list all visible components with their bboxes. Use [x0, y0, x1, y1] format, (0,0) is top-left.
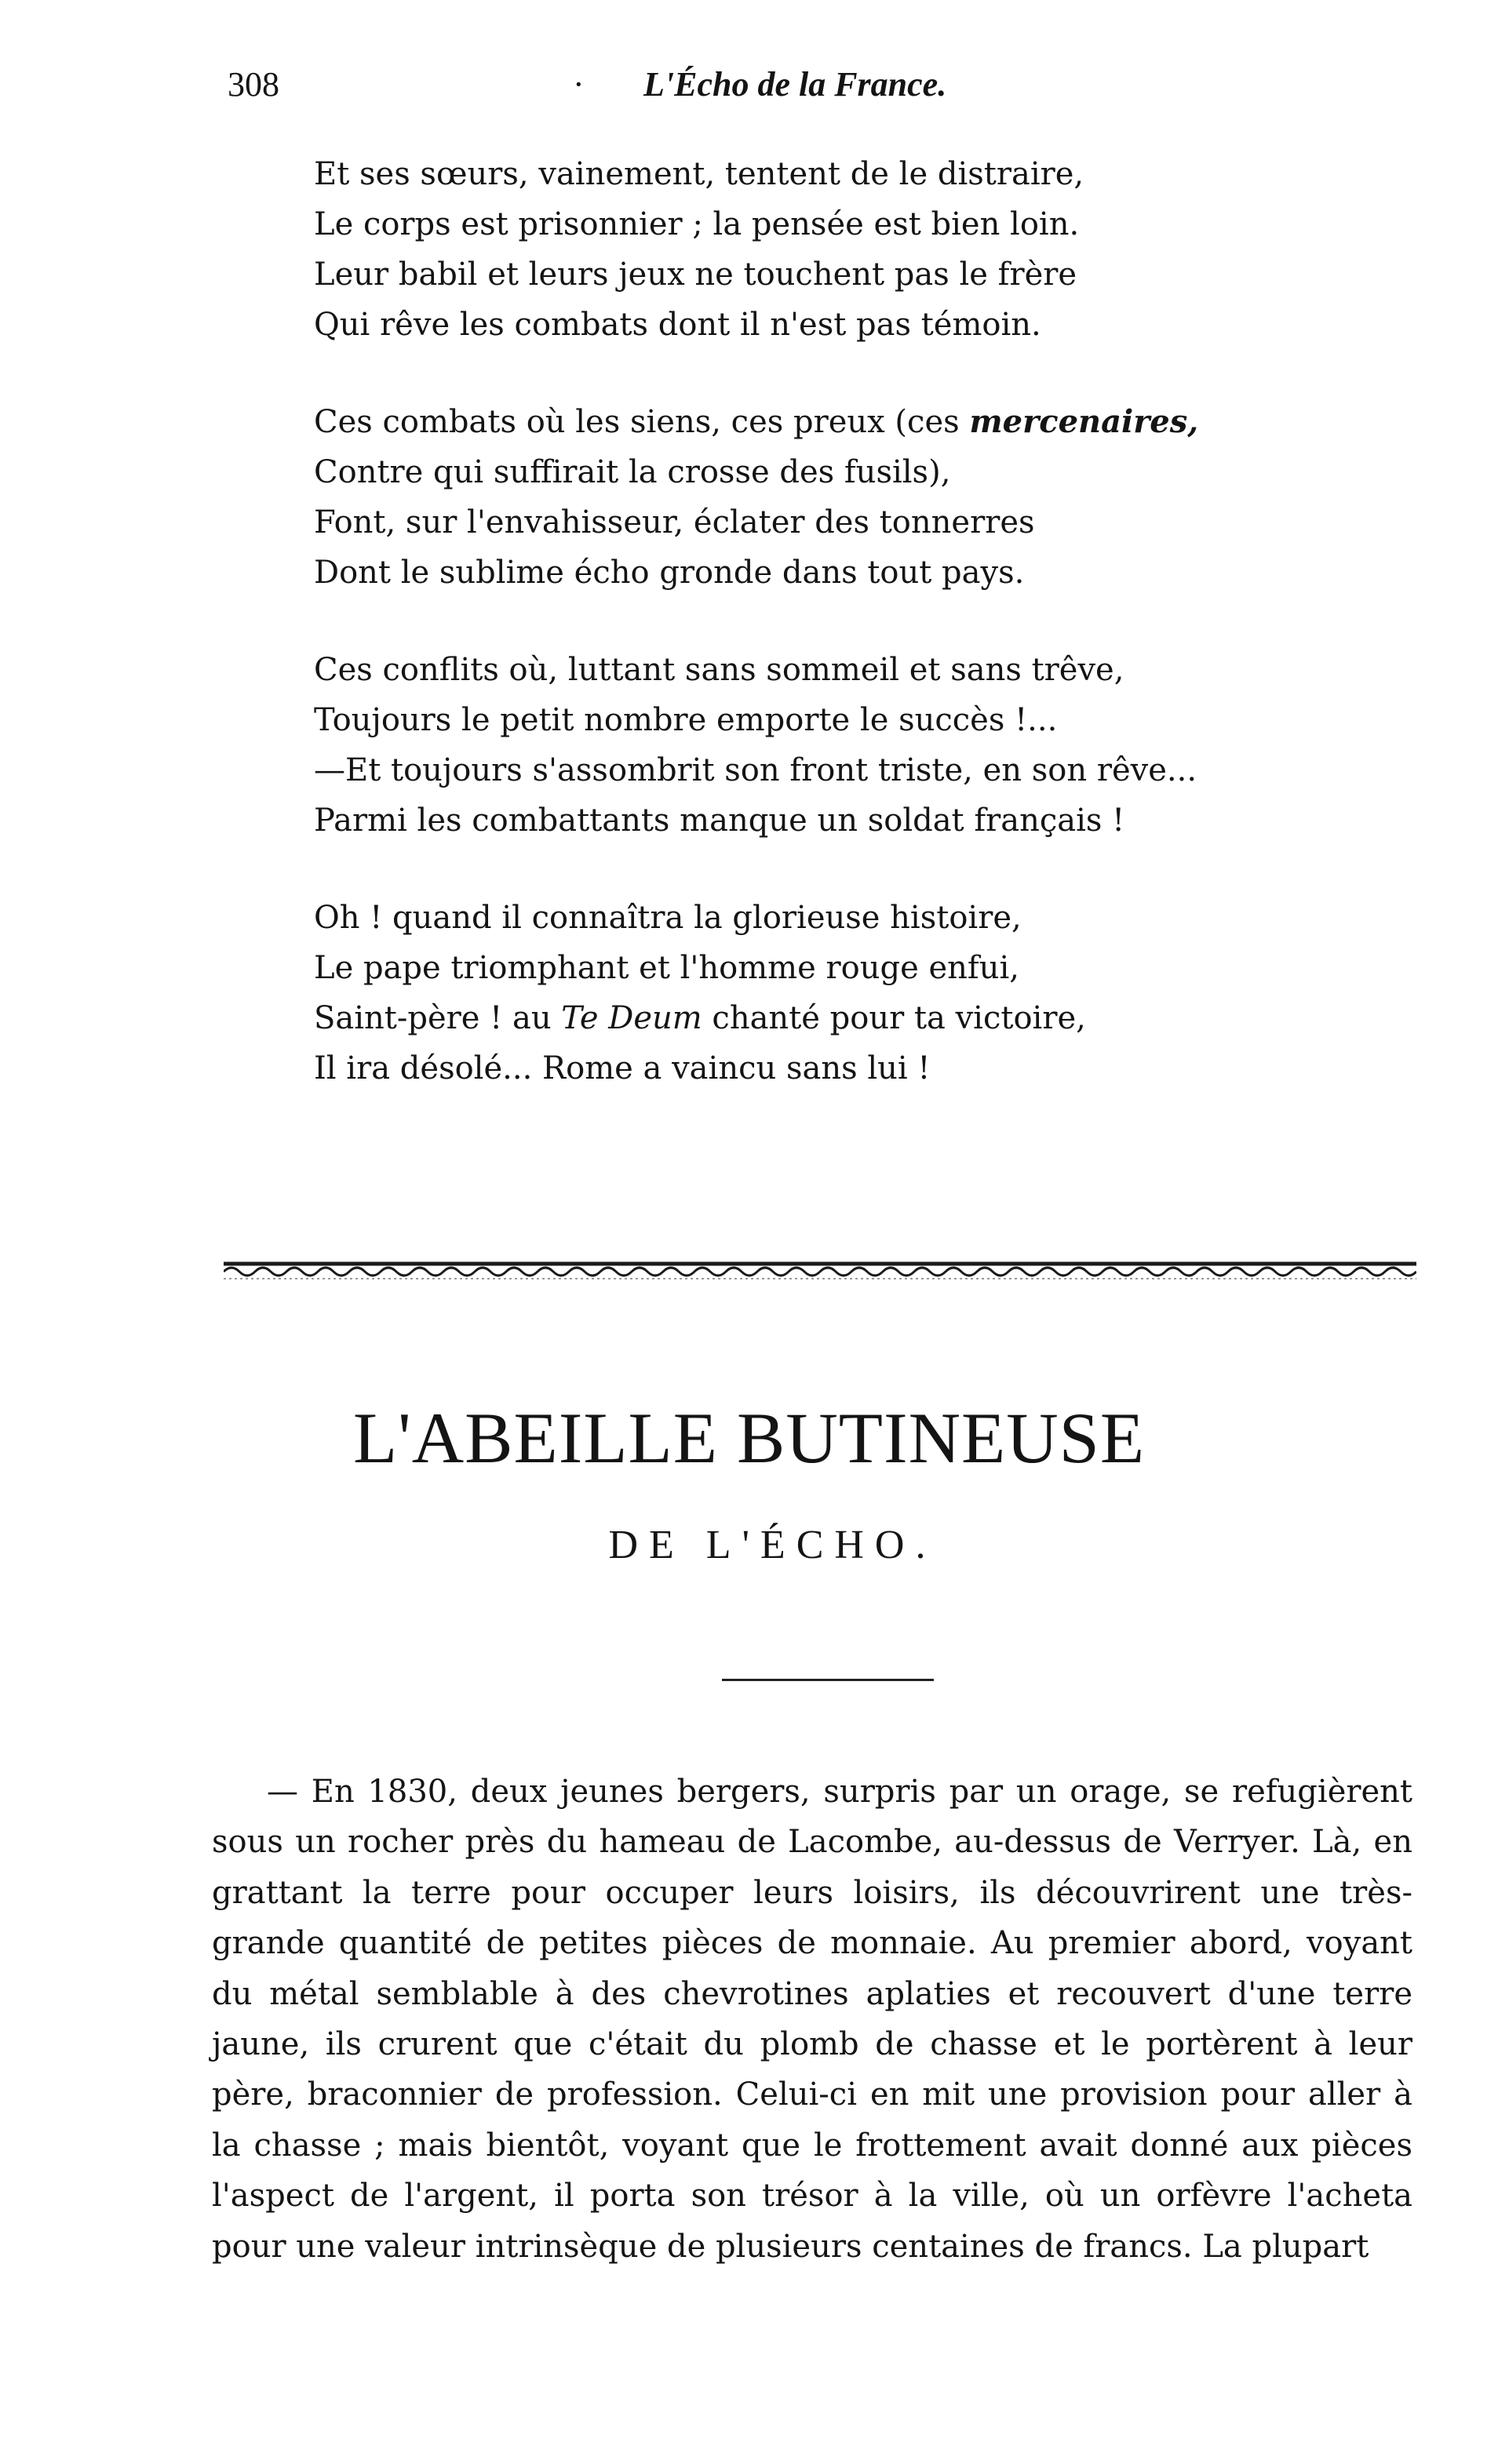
- verse-line: Parmi les combattants manque un soldat français !: [314, 803, 1125, 839]
- verse-line: Il ira désolé... Rome a vaincu sans lui !: [314, 1050, 931, 1086]
- verse-line: Ces conflits où, luttant sans sommeil et sans trêve,: [314, 652, 1124, 688]
- running-head: [228, 64, 1091, 119]
- verse-line: Le pape triomphant et l'homme rouge enfui,: [314, 950, 1019, 986]
- verse-line: Oh ! quand il connaîtra la glorieuse histoire,: [314, 900, 1022, 936]
- verse-line: Font, sur l'envahisseur, éclater des tonnerres: [314, 504, 1035, 540]
- emphasized-word: mercenaires,: [969, 403, 1199, 440]
- prose-body: [212, 1767, 1412, 2272]
- italic-phrase: Te Deum: [561, 1000, 702, 1036]
- verse-line: Et ses sœurs, vainement, tentent de le distraire,: [314, 156, 1084, 192]
- stanza-1: [314, 149, 1303, 350]
- page-number: 308: [228, 65, 279, 104]
- paragraph: — En 1830, deux jeunes bergers, surpris par un orage, se refugièrent sous un rocher près du hameau de Lacombe, au-dessus de Verryer. Là, en grattant la terre pour occuper leurs loisirs, ils découvrirent une très-grande quantité de petites pièces de monnaie. Au premier abord, voyant du métal semblable à des chevrotines aplaties et recouvert d'une terre jaune, ils crurent que c'était du plomb de chasse et le portèrent à leur père, braconnier de profession. Celui-ci en mit une provision pour aller à la chasse ; mais bientôt, voyant que le frottement avait donné aux pièces l'aspect de l'argent, il porta son trésor à la ville, où un orfèvre l'acheta pour une valeur intrinsèque de plusieurs centaines de francs. La plupart: [212, 1774, 1412, 2265]
- verse-line: Qui rêve les combats dont il n'est pas témoin.: [314, 307, 1041, 343]
- verse-line: Dont le sublime écho gronde dans tout pays.: [314, 555, 1025, 591]
- stanza-2: [314, 397, 1303, 598]
- ornamental-divider: [224, 1257, 1416, 1284]
- verse-line: Contre qui suffirait la crosse des fusils),: [314, 454, 951, 490]
- running-title: L'Écho de la France.: [643, 65, 947, 104]
- verse-line: [314, 397, 1303, 447]
- section-subtitle: DE L'ÉCHO.: [608, 1523, 937, 1567]
- poem: [314, 149, 1303, 1141]
- verse-line: [314, 993, 1303, 1043]
- header-separator: ·: [573, 65, 585, 104]
- verse-text: Ces combats où les siens, ces preux (ces: [314, 404, 960, 440]
- verse-line: Leur babil et leurs jeux ne touchent pas le frère: [314, 257, 1077, 293]
- section-title: L'ABEILLE BUTINEUSE: [352, 1398, 1146, 1478]
- verse-text: chanté pour ta victoire,: [712, 1000, 1086, 1036]
- short-rule: [722, 1679, 934, 1681]
- verse-line: —Et toujours s'assombrit son front triste, en son rêve...: [314, 752, 1197, 788]
- verse-line: Toujours le petit nombre emporte le succès !...: [314, 702, 1058, 738]
- verse-line: Le corps est prisonnier ; la pensée est bien loin.: [314, 206, 1080, 242]
- stanza-3: [314, 645, 1303, 846]
- stanza-4: [314, 893, 1303, 1094]
- verse-text: Saint-père ! au: [314, 1000, 552, 1036]
